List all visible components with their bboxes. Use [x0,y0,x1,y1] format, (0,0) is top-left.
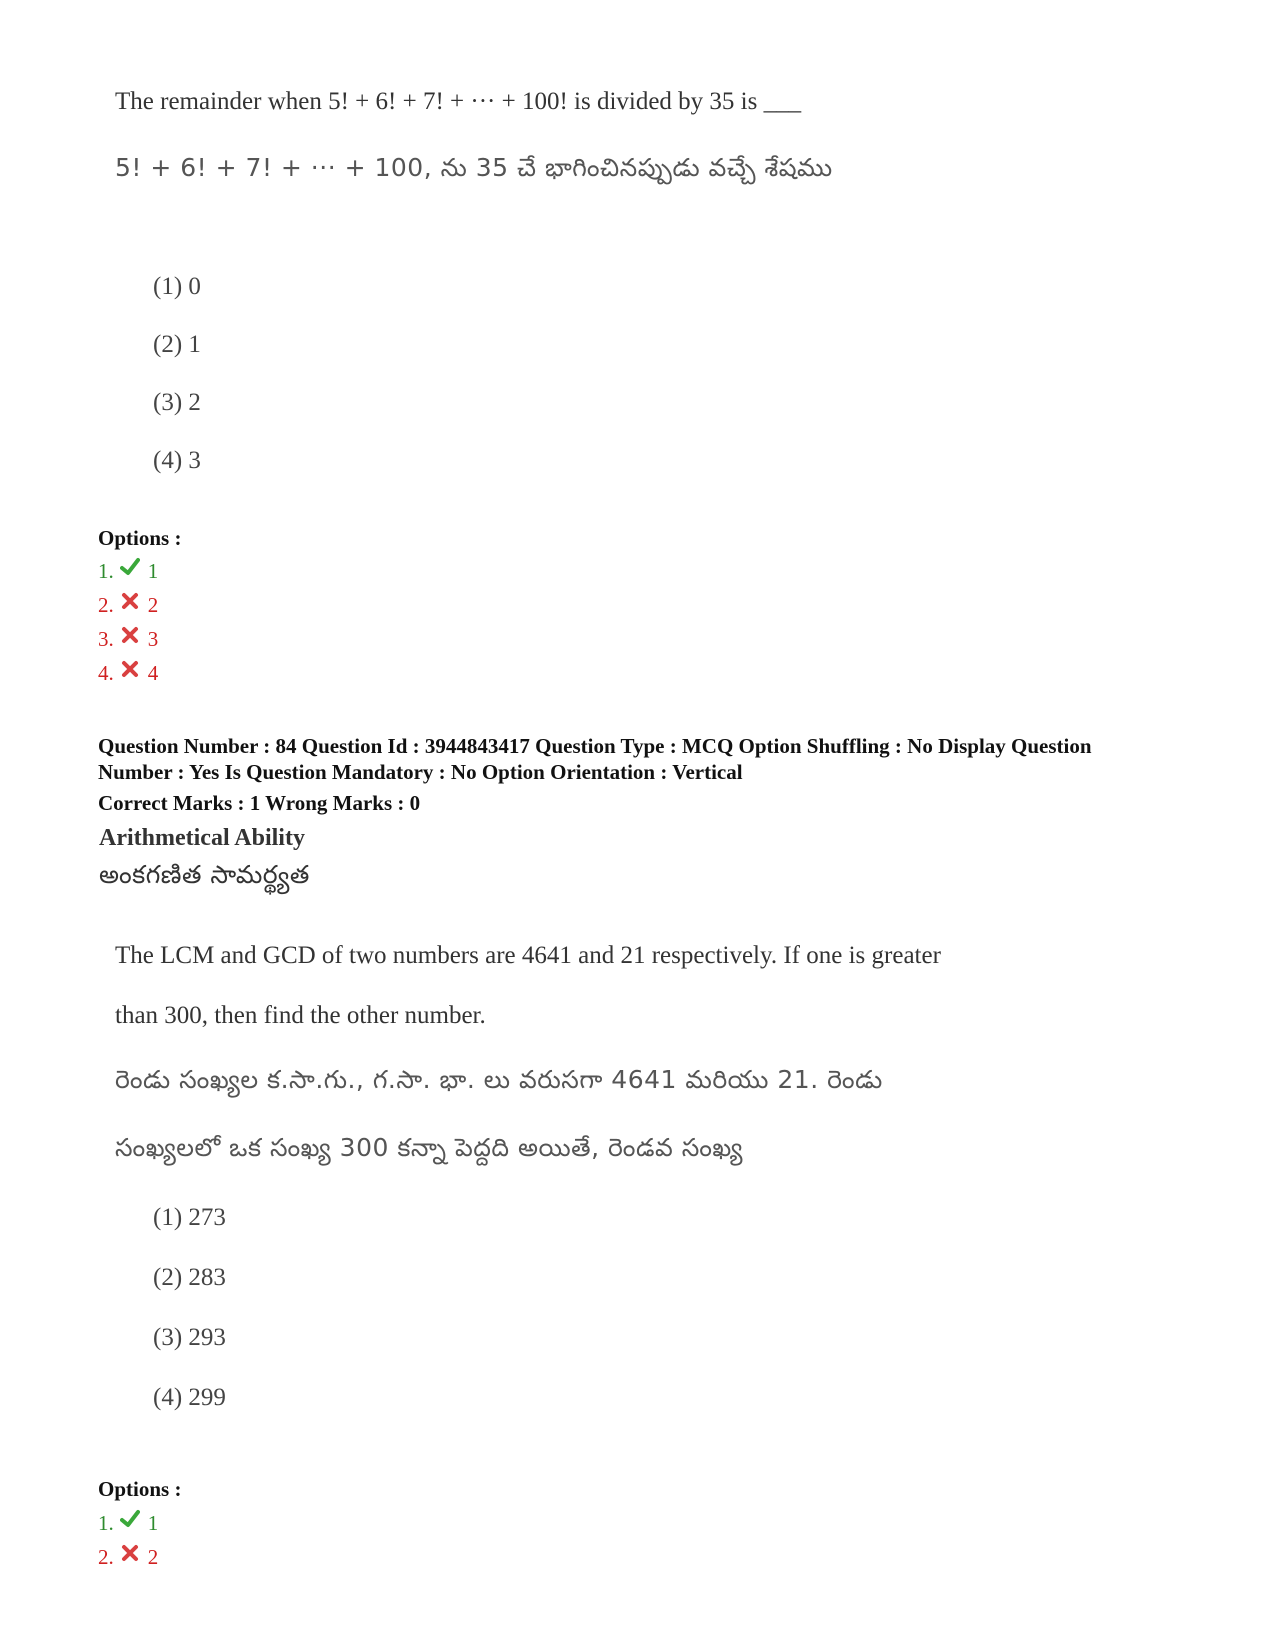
answer-option-4 [98,661,158,686]
cross-icon [120,625,140,645]
section-title-te: అంకగణిత సామర్థ్యత [99,860,310,889]
check-icon [120,1509,140,1529]
question-text-en-line1: The LCM and GCD of two numbers are 4641 and 21 respectively. If one is greater [115,942,941,969]
answer-number: 1. [98,559,114,583]
answer-option-2 [98,593,158,618]
question-text-te-line2: సంఖ్యలలో ఒక సంఖ్య 300 కన్నా పెద్దది అయితే, రెండవ సంఖ్య [115,1133,743,1162]
answer-value: 1 [147,559,159,583]
question-text-te: 5! + 6! + 7! + ··· + 100, ను 35 చే భాగించినప్పుడు వచ్చే శేషము [115,153,833,182]
answer-number: 1. [98,1511,114,1535]
answer-number: 4. [98,661,114,685]
answer-number: 2. [98,593,114,617]
answer-value: 4 [147,661,159,685]
options-heading: Options : [98,526,182,550]
check-icon [120,557,140,577]
answer-option-1 [98,559,158,584]
answer-option-3 [98,627,158,652]
options-heading: Options : [98,1477,182,1501]
answer-option-1 [98,1511,158,1536]
answer-value: 2 [147,1545,159,1569]
answer-option-2 [98,1545,158,1570]
answer-value: 2 [147,593,159,617]
choice-4: (4) 3 [153,447,201,474]
question-meta-line1: Question Number : 84 Question Id : 3944843417 Question Type : MCQ Option Shuffling : No Display Question [98,734,1092,758]
section-title-en: Arithmetical Ability [99,825,305,851]
choice-4: (4) 299 [153,1384,226,1411]
answer-value: 3 [147,627,159,651]
question-text-te-line1: రెండు సంఖ్యల క.సా.గు., గ.సా. భా. లు వరుసగా 4641 మరియు 21. రెండు [115,1065,883,1094]
question-text-en-line2: than 300, then find the other number. [115,1002,486,1029]
choice-2: (2) 1 [153,331,201,358]
choice-3: (3) 2 [153,389,201,416]
answer-value: 1 [147,1511,159,1535]
choice-1: (1) 0 [153,273,201,300]
cross-icon [120,659,140,679]
choice-1: (1) 273 [153,1204,226,1231]
marks-line: Correct Marks : 1 Wrong Marks : 0 [98,791,421,815]
question-meta-line2: Number : Yes Is Question Mandatory : No Option Orientation : Vertical [98,760,743,784]
choice-2: (2) 283 [153,1264,226,1291]
cross-icon [120,1543,140,1563]
cross-icon [120,591,140,611]
answer-number: 3. [98,627,114,651]
answer-number: 2. [98,1545,114,1569]
question-text-en: The remainder when 5! + 6! + 7! + ··· + 100! is divided by 35 is ___ [115,88,802,115]
choice-3: (3) 293 [153,1324,226,1351]
